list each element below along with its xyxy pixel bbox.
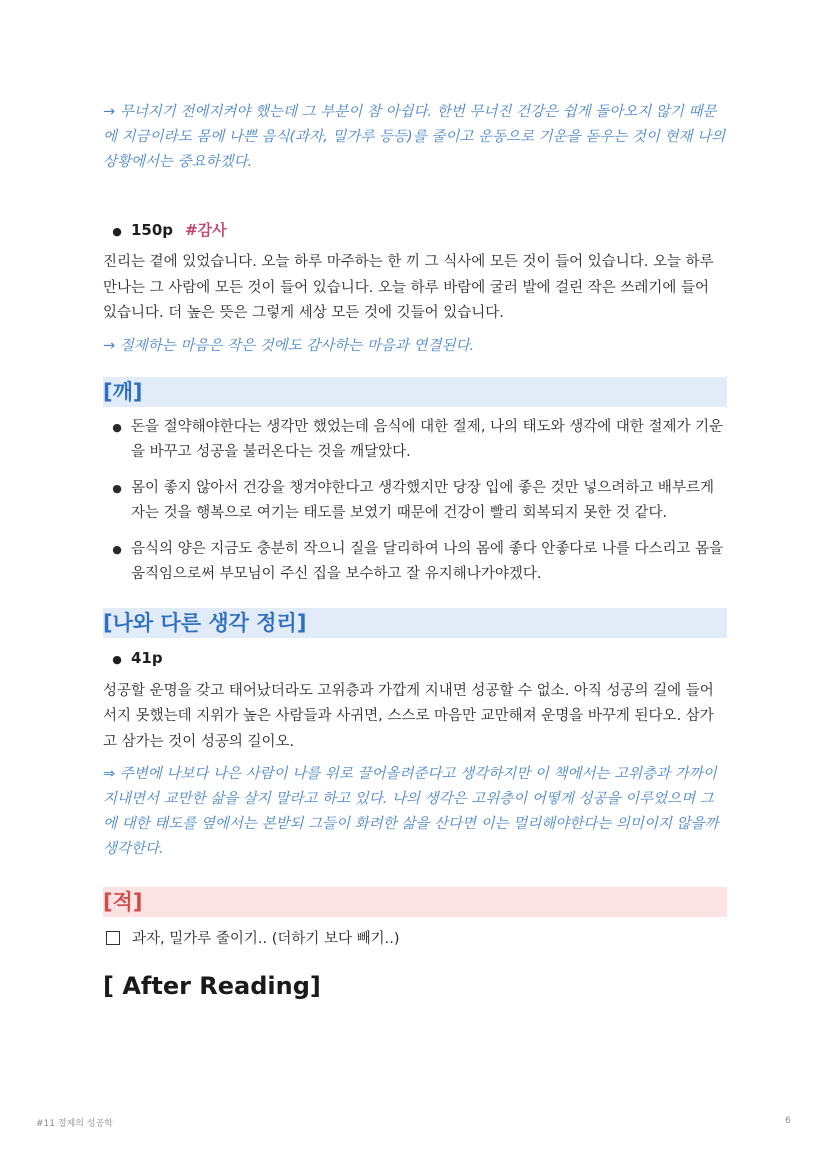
insight-list (103, 415, 727, 588)
todo-text: 과자, 밀가루 줄이기.. (더하기 보다 빼기..) (132, 931, 400, 947)
section-heading-jeok: [적] (103, 887, 727, 917)
bullet-icon: ● (112, 652, 122, 666)
bullet-icon: ● (112, 420, 122, 434)
todo-item (103, 927, 727, 948)
list-item-text: 돈을 절약해야한다는 생각만 했었는데 음식에 대한 절제, 나의 태도와 생각에 대한 절제가 기운을 바꾸고 성공을 불러온다는 것을 깨달았다. (131, 418, 724, 460)
section-heading-different-thoughts: [나와 다른 생각 정리] (103, 608, 727, 638)
section-heading-kkae: [깨] (103, 377, 727, 407)
bullet-icon: ● (112, 542, 122, 556)
page-number-label: 150p (131, 221, 174, 239)
page-number-label: 41p (131, 648, 163, 667)
bullet-icon: ● (112, 481, 122, 495)
note-41: ⇒ 주변에 나보다 나은 사람이 나를 위로 끌어올려준다고 생각하지만 이 책에서는 고위층과 가까이 지내면서 교만한 삶을 살지 말라고 하고 있다. 나의 생각은 고위층이 어떻게 성공을 이루었으며 그에 대한 태도를 옆에서는 본받되 그들이 화려한 삶을 산다면 이는 멀리해야한다는 의미이지 않을까 생각한다. (103, 766, 719, 857)
page-reference-41 (103, 645, 727, 673)
note-150: → 절제하는 마음은 작은 것에도 감사하는 마음과 연결된다. (103, 337, 475, 354)
list-item (103, 476, 727, 527)
list-item (103, 537, 727, 588)
bullet-icon: ● (112, 225, 122, 238)
quote-41: 성공할 운명을 갖고 태어났더라도 고위층과 가깝게 지내면 성공할 수 없소. 아직 성공의 길에 들어서지 못했는데 지위가 높은 사람들과 사귀면, 스스로 마음만 교만해져 운명을 바꾸게 된다오. 삼가고 삼가는 것이 성공의 길이오. (103, 682, 714, 750)
page-reference-150 (103, 217, 727, 245)
quote-150: 진리는 곁에 있었습니다. 오늘 하루 마주하는 한 끼 그 식사에 모든 것이 들어 있습니다. 오늘 하루 만나는 그 사람에 모든 것이 들어 있습니다. 오늘 하루 바람에 굴러 발에 걸린 작은 쓰레기에 들어 있습니다. 더 높은 뜻은 그렇게 세상 모든 것에 깃들어 있습니다. (103, 254, 714, 321)
list-item-text: 몸이 좋지 않아서 건강을 챙겨야한다고 생각했지만 당장 입에 좋은 것만 넣으려하고 배부르게 자는 것을 행복으로 여기는 태도를 보였기 때문에 건강이 빨리 회복되지 못한 것 같다. (131, 479, 714, 521)
after-reading-heading: [ After Reading] (103, 972, 321, 1000)
page-content (103, 100, 727, 1002)
list-item-text: 음식의 양은 지금도 충분히 작으니 질을 달리하여 나의 몸에 좋다 안좋다로 나를 다스리고 몸을 움직임으로써 부모님이 주신 집을 보수하고 잘 유지해나가야겠다. (131, 540, 724, 582)
footer-document-title: #11 절제의 성공학 (36, 1119, 113, 1129)
list-item (103, 415, 727, 466)
hashtag-link[interactable]: #감사 (185, 221, 227, 239)
footer-page-number: 6 (785, 1116, 791, 1126)
checkbox[interactable] (106, 931, 120, 945)
intro-note: → 무너지기 전에지켜야 했는데 그 부분이 참 아쉽다. 한번 무너진 건강은 쉽게 돌아오지 않기 때문에 지금이라도 몸에 나쁜 음식(과자, 밀가루 등등)를 줄이고 운동으로 기운을 돋우는 것이 현재 나의 상황에서는 중요하겠다. (103, 104, 726, 170)
